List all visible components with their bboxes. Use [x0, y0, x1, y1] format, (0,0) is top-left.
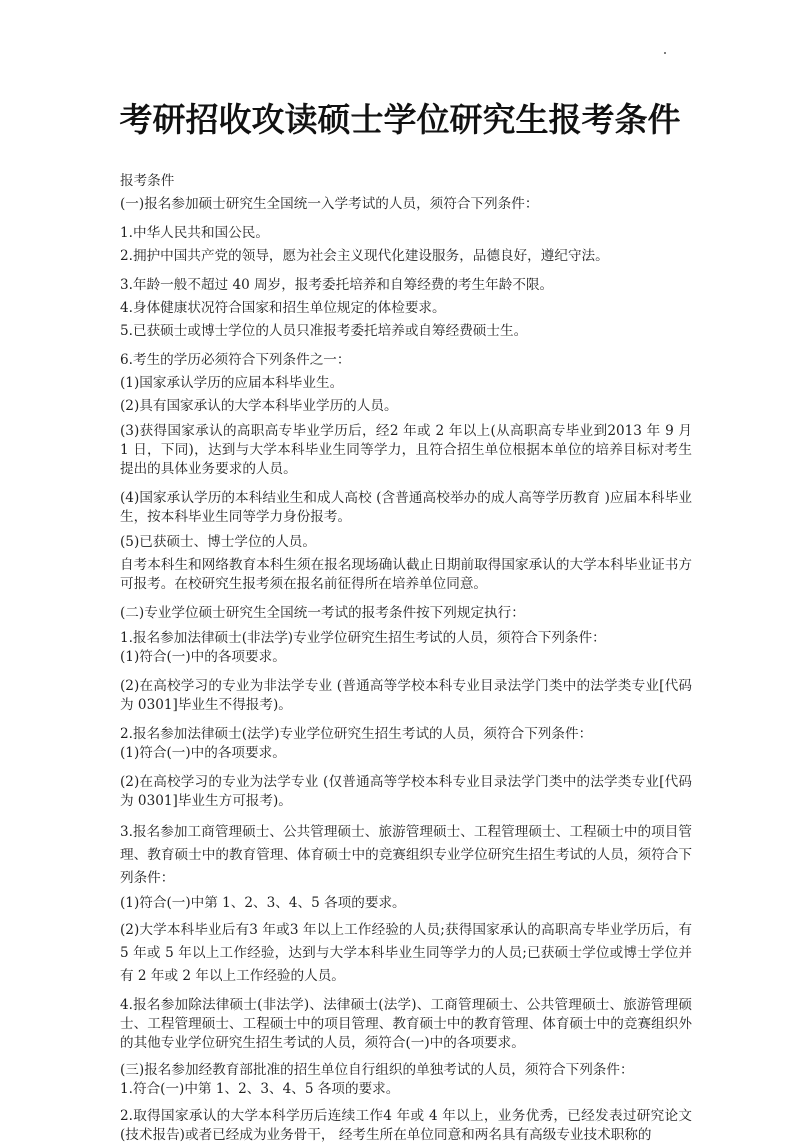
paragraph: 6.考生的学历必须符合下列条件之一： — [120, 352, 351, 368]
paragraph: (二)专业学位硕士研究生全国统一考试的报考条件按下列规定执行： — [120, 605, 525, 621]
paragraph: (1)符合(一)中第 1、2、3、4、5 各项的要求。 — [120, 895, 406, 911]
paragraph: 1.中华人民共和国公民。 — [120, 225, 269, 241]
paragraph: 4.身体健康状况符合国家和招生单位规定的体检要求。 — [120, 300, 446, 316]
paragraph: 3.报名参加工商管理硕士、公共管理硕士、旅游管理硕士、工程管理硕士、工程硕士中的项目管理、教育硕士中的教育管理、体育硕士中的竞赛组织专业学位研究生招生考试的人员，须符合下列条件： — [120, 824, 692, 886]
paragraph: (一)报名参加硕士研究生全国统一入学考试的人员，须符合下列条件： — [120, 196, 539, 212]
paragraph: (3)获得国家承认的高职高专毕业学历后，经2 年或 2 年以上(从高职高专毕业到2013 年 9 月 1 日，下同)，达到与大学本科毕业生同等学力，且符合招生单位根据本单位的培养目标对考生提出的具体业务要求的人员。 — [120, 423, 692, 477]
paragraph: (2)在高校学习的专业为法学专业 (仅普通高等学校本科专业目录法学门类中的法学类专业[代码为 0301]毕业生方可报考)。 — [120, 774, 692, 809]
paragraph: 1.符合(一)中第 1、2、3、4、5 各项的要求。 — [120, 1081, 400, 1097]
document-title: 考研招收攻读硕士学位研究生报考条件 — [119, 100, 681, 140]
paragraph: (4)国家承认学历的本科结业生和成人高校 (含普通高校举办的成人高等学历教育 )应届本科毕业生，按本科毕业生同等学力身份报考。 — [120, 490, 692, 525]
page-dot — [664, 52, 666, 54]
paragraph: 报考条件 — [120, 173, 175, 189]
paragraph: (1)符合(一)中的各项要求。 — [120, 745, 286, 761]
paragraph: (2)大学本科毕业后有3 年或3 年以上工作经验的人员;获得国家承认的高职高专毕业学历后，有 5 年或 5 年以上工作经验，达到与大学本科毕业生同等学力的人员;已获硕士学位或博士学位并有 2 年或 2 年以上工作经验的人员。 — [120, 922, 692, 984]
paragraph: 3.年龄一般不超过 40 周岁，报考委托培养和自筹经费的考生年龄不限。 — [120, 277, 554, 293]
paragraph: 2.取得国家承认的大学本科学历后连续工作4 年或 4 年以上，业务优秀，已经发表过研究论文(技术报告)或者已经成为业务骨干， 经考生所在单位同意和两名具有高级专业技术职称的 — [120, 1108, 692, 1143]
paragraph: 自考本科生和网络教育本科生须在报名现场确认截止日期前取得国家承认的大学本科毕业证书方可报考。在校研究生报考须在报名前征得所在培养单位同意。 — [120, 557, 692, 592]
document-body — [120, 172, 692, 1145]
paragraph: 2.拥护中国共产党的领导，愿为社会主义现代化建设服务，品德良好，遵纪守法。 — [120, 248, 609, 264]
paragraph: (三)报名参加经教育部批准的招生单位自行组织的单独考试的人员，须符合下列条件： — [120, 1062, 634, 1078]
paragraph: (2)具有国家承认的大学本科毕业学历的人员。 — [120, 398, 398, 414]
paragraph: 5.已获硕士或博士学位的人员只准报考委托培养或自筹经费硕士生。 — [120, 323, 528, 339]
paragraph: (2)在高校学习的专业为非法学专业 (普通高等学校本科专业目录法学门类中的法学类专业[代码为 0301]毕业生不得报考)。 — [120, 678, 692, 713]
paragraph: (5)已获硕士、博士学位的人员。 — [120, 534, 316, 550]
paragraph: 2.报名参加法律硕士(法学)专业学位研究生招生考试的人员，须符合下列条件： — [120, 726, 593, 742]
paragraph: 4.报名参加除法律硕士(非法学)、法律硕士(法学)、工商管理硕士、公共管理硕士、旅游管理硕士、工程管理硕士、工程硕士中的项目管理、教育硕士中的教育管理、体育硕士中的竞赛组织外的其他专业学位研究生招生考试的人员，须符合(一)中的各项要求。 — [120, 997, 692, 1051]
paragraph: (1)符合(一)中的各项要求。 — [120, 649, 286, 665]
paragraph: 1.报名参加法律硕士(非法学)专业学位研究生招生考试的人员，须符合下列条件： — [120, 630, 606, 646]
paragraph: (1)国家承认学历的应届本科毕业生。 — [120, 375, 344, 391]
